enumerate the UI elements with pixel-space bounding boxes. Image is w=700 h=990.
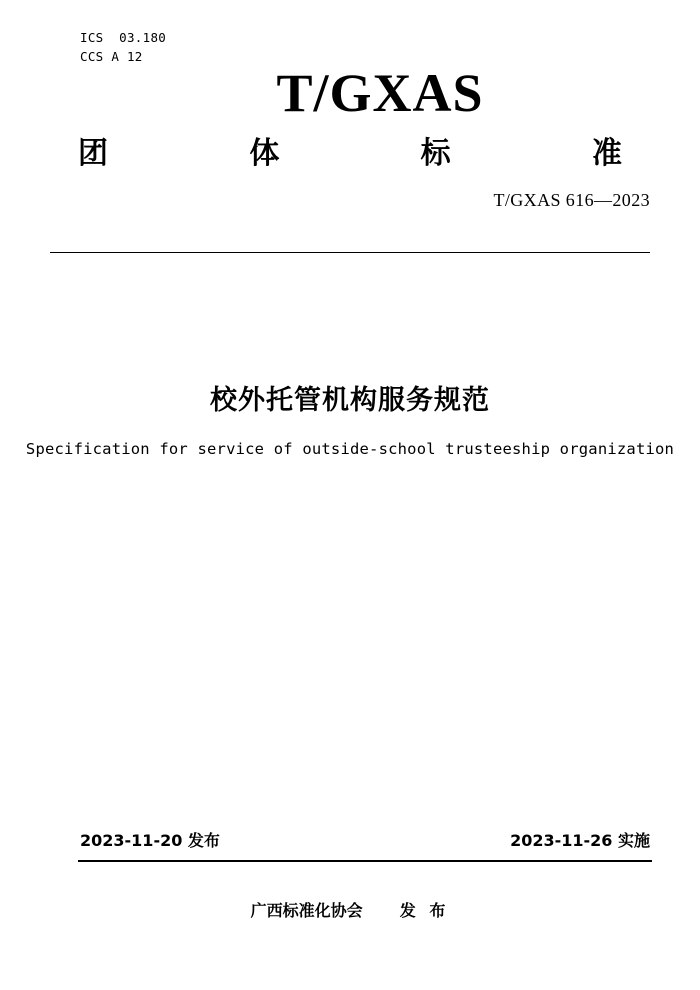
header-divider — [50, 252, 650, 253]
ccs-label: CCS — [80, 49, 104, 65]
footer-divider — [78, 860, 652, 862]
category-char-3: 标 — [420, 136, 451, 171]
logo — [0, 62, 700, 124]
title-chinese: 校外托管机构服务规范 — [210, 385, 490, 416]
title-english: Specification for service of outside-school trusteeship organization — [25, 440, 675, 458]
date-row — [80, 828, 650, 851]
publisher-line — [0, 898, 700, 921]
ccs-value: A 12 — [111, 49, 143, 65]
ics-line — [80, 28, 166, 47]
publisher-action: 发 布 — [399, 901, 450, 920]
ics-label: ICS — [80, 30, 104, 45]
category-char-4: 准 — [591, 136, 622, 171]
category-char-2: 体 — [249, 136, 280, 171]
ics-value: 03.180 — [119, 30, 167, 45]
classification-meta — [80, 28, 166, 67]
logo-text: T/GXAS — [276, 63, 484, 123]
category-char-1: 团 — [78, 136, 108, 171]
category-label — [78, 128, 622, 172]
release-date: 2023-11-20 发布 — [80, 831, 220, 850]
standard-number: T/GXAS 616—2023 — [493, 190, 650, 210]
publisher-name: 广西标准化协会 — [250, 901, 363, 920]
implement-date: 2023-11-26 实施 — [510, 831, 650, 850]
